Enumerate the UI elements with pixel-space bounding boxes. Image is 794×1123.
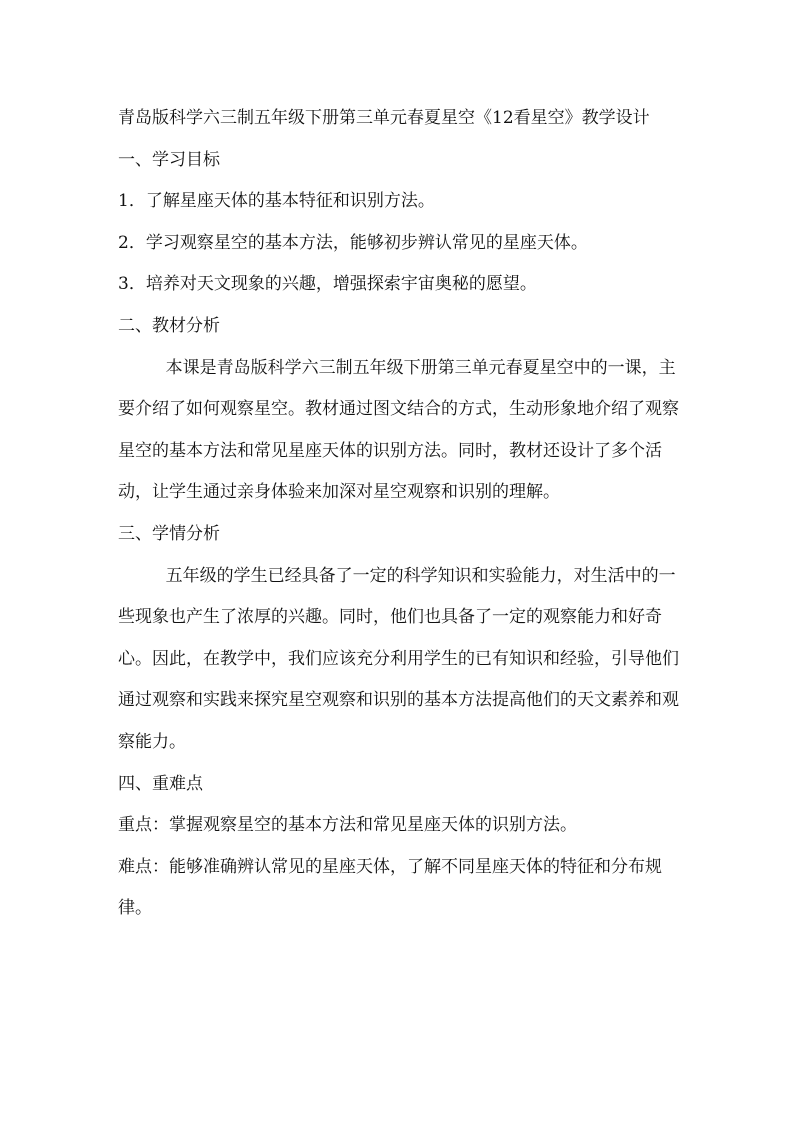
document-title: 青岛版科学六三制五年级下册第三单元春夏星空《12看星空》教学设计: [118, 108, 650, 128]
objective-item: 2．学习观察星空的基本方法，能够初步辨认常见的星座天体。: [118, 232, 588, 253]
key-point-text: 重点：掌握观察星空的基本方法和常见星座天体的识别方法。: [118, 815, 577, 836]
students-paragraph: 五年级的学生已经具备了一定的科学知识和实验能力，对生活中的一些现象也产生了浓厚的兴趣。同时，他们也具备了一定的观察能力和好奇心。因此，在教学中，我们应该充分利用学生的已有知识和经验，引导他们通过观察和实践来探究星空观察和识别的基本方法提高他们的天文素养和观察能力。: [118, 565, 679, 752]
section-heading-students: 三、学情分析: [118, 523, 220, 544]
document-body: [118, 98, 683, 930]
difficult-point-text: 难点：能够准确辨认常见的星座天体，了解不同星座天体的特征和分布规律。: [118, 856, 662, 919]
objective-item: 3．培养对天文现象的兴趣，增强探索宇宙奥秘的愿望。: [118, 274, 537, 295]
objective-item: 1．了解星座天体的基本特征和识别方法。: [118, 191, 435, 212]
section-heading-objectives: 一、学习目标: [118, 149, 220, 170]
section-heading-materials: 二、教材分析: [118, 315, 220, 336]
materials-paragraph: 本课是青岛版科学六三制五年级下册第三单元春夏星空中的一课，主要介绍了如何观察星空。教材通过图文结合的方式，生动形象地介绍了观察星空的基本方法和常见星座天体的识别方法。同时，教材还设计了多个活动，让学生通过亲身体验来加深对星空观察和识别的理解。: [118, 357, 679, 503]
section-heading-keypoints: 四、重难点: [118, 773, 203, 794]
